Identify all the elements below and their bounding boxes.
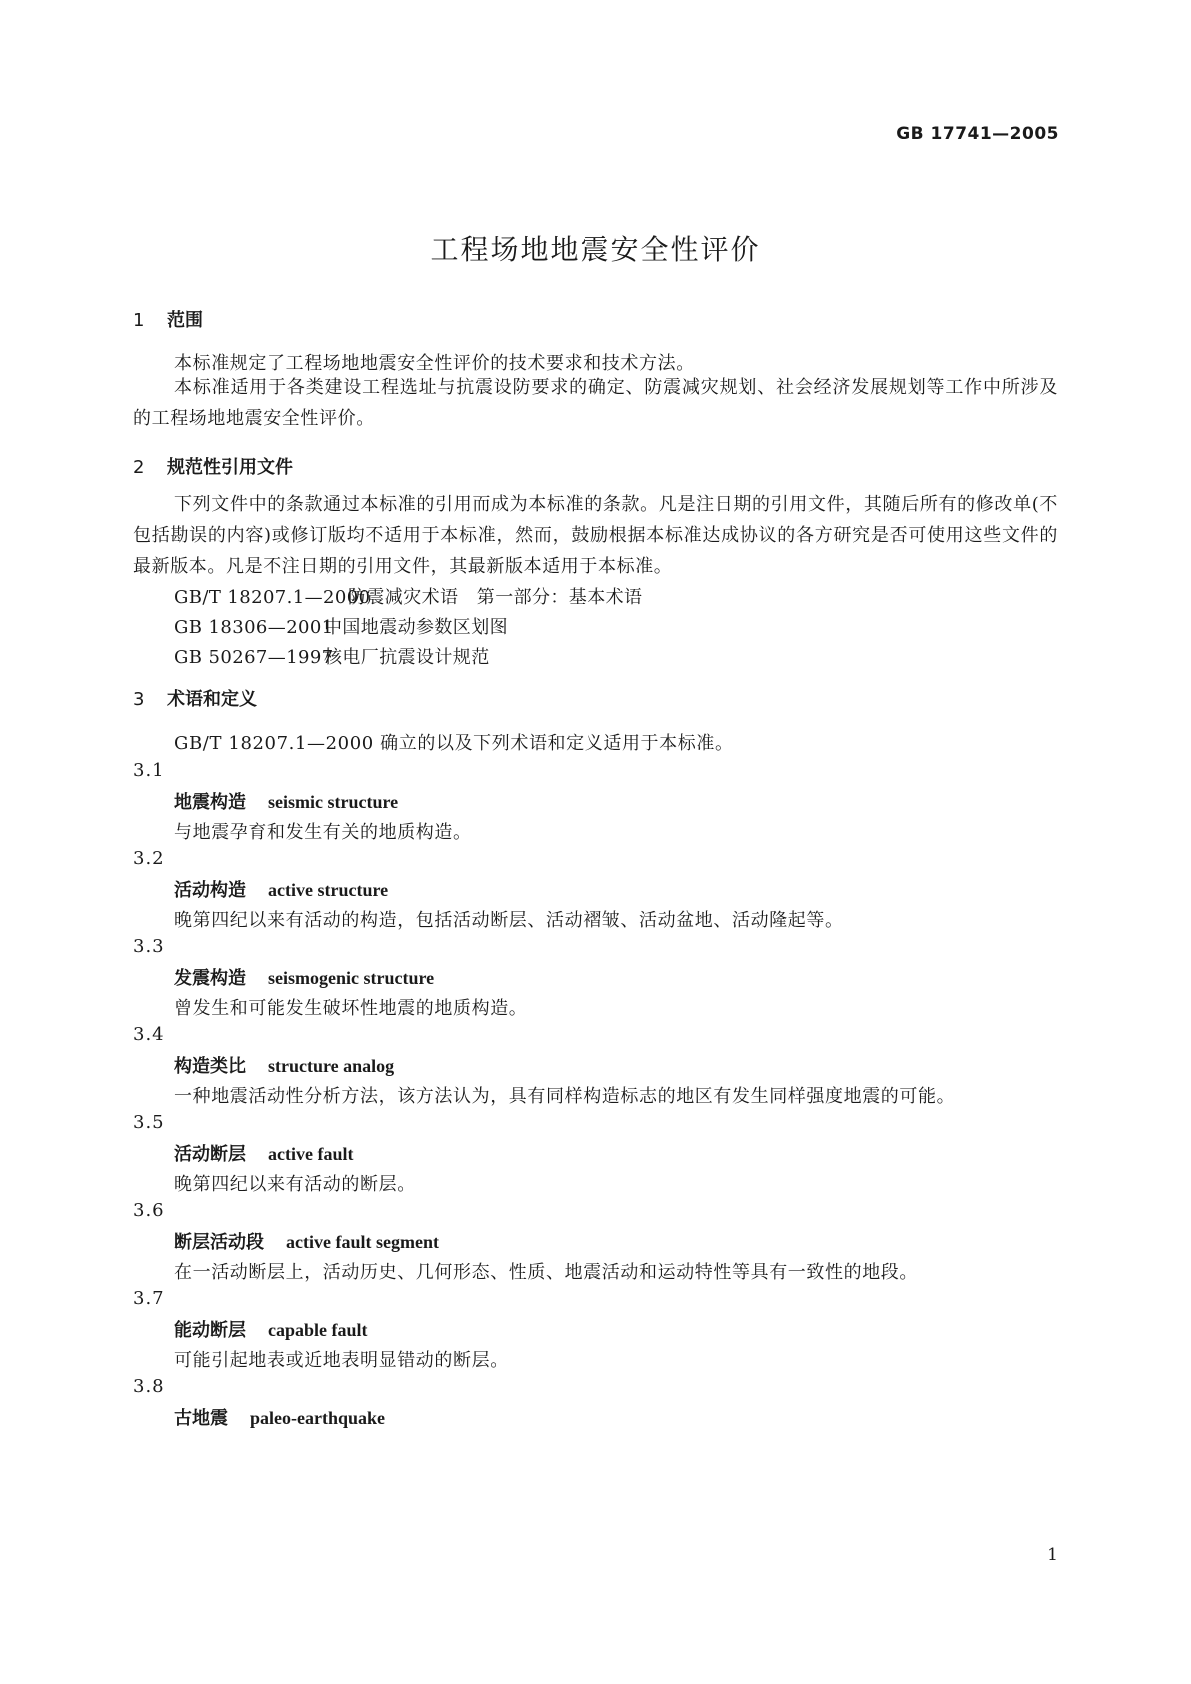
term-en: active structure	[268, 880, 389, 900]
page-number: 1	[1047, 1545, 1058, 1565]
section-number: 3	[133, 689, 145, 710]
term-heading	[174, 1052, 394, 1078]
term-definition: 晚第四纪以来有活动的构造，包括活动断层、活动褶皱、活动盆地、活动隆起等。	[174, 910, 844, 931]
term-zh: 地震构造	[174, 792, 246, 813]
reference-code: GB 18306—2001	[174, 617, 334, 638]
clause-number: 3.7	[133, 1288, 165, 1309]
reference-name: 核电厂抗震设计规范	[324, 647, 490, 668]
reference-code: GB/T 18207.1—2000	[174, 587, 371, 608]
reference-name: 中国地震动参数区划图	[324, 617, 508, 638]
document-title: 工程场地地震安全性评价	[430, 233, 761, 266]
term-zh: 发震构造	[174, 968, 246, 989]
term-en: seismogenic structure	[268, 968, 435, 988]
reference-code: GB 50267—1997	[174, 647, 334, 668]
section-number: 2	[133, 457, 145, 478]
section-2-heading	[133, 453, 293, 479]
reference-item	[174, 613, 508, 639]
term-en: seismic structure	[268, 792, 399, 812]
term-zh: 断层活动段	[174, 1232, 264, 1253]
term-zh: 古地震	[174, 1408, 228, 1429]
term-definition: 在一活动断层上，活动历史、几何形态、性质、地震活动和运动特性等具有一致性的地段。	[174, 1262, 918, 1283]
term-en: active fault	[268, 1144, 354, 1164]
reference-item	[174, 643, 490, 669]
term-heading	[174, 1228, 439, 1254]
term-en: active fault segment	[286, 1232, 439, 1252]
clause-number: 3.8	[133, 1376, 165, 1397]
term-zh: 活动断层	[174, 1144, 246, 1165]
section-title: 规范性引用文件	[167, 457, 293, 478]
paragraph: 下列文件中的条款通过本标准的引用而成为本标准的条款。凡是注日期的引用文件，其随后所有的修改单(不包括勘误的内容)或修订版均不适用于本标准，然而，鼓励根据本标准达成协议的各方研究是否可使用这些文件的最新版本。凡是不注日期的引用文件，其最新版本适用于本标准。	[133, 494, 1058, 577]
term-heading	[174, 1404, 385, 1430]
clause-number: 3.2	[133, 848, 165, 869]
reference-name: 防震减灾术语 第一部分：基本术语	[348, 587, 643, 608]
clause-number: 3.1	[133, 760, 165, 781]
clause-number: 3.5	[133, 1112, 165, 1133]
term-heading	[174, 1316, 368, 1342]
paragraph: GB/T 18207.1—2000 确立的以及下列术语和定义适用于本标准。	[174, 733, 734, 754]
term-zh: 能动断层	[174, 1320, 246, 1341]
term-en: capable fault	[268, 1320, 368, 1340]
section-number: 1	[133, 310, 145, 331]
clause-number: 3.6	[133, 1200, 165, 1221]
term-heading	[174, 876, 388, 902]
clause-number: 3.3	[133, 936, 165, 957]
term-heading	[174, 1140, 353, 1166]
term-definition: 一种地震活动性分析方法，该方法认为，具有同样构造标志的地区有发生同样强度地震的可能。	[174, 1086, 956, 1107]
term-heading	[174, 964, 434, 990]
term-zh: 构造类比	[174, 1056, 246, 1077]
term-definition: 与地震孕育和发生有关的地质构造。	[174, 822, 472, 843]
section-title: 术语和定义	[167, 689, 257, 710]
section-title: 范围	[167, 310, 203, 331]
term-definition: 曾发生和可能发生破坏性地震的地质构造。	[174, 998, 528, 1019]
clause-number: 3.4	[133, 1024, 165, 1045]
term-definition: 可能引起地表或近地表明显错动的断层。	[174, 1350, 509, 1371]
reference-item	[174, 583, 642, 609]
section-3-heading	[133, 685, 257, 711]
term-en: paleo-earthquake	[250, 1408, 385, 1428]
term-en: structure analog	[268, 1056, 395, 1076]
term-definition: 晚第四纪以来有活动的断层。	[174, 1174, 416, 1195]
paragraph: 本标准规定了工程场地地震安全性评价的技术要求和技术方法。	[174, 353, 695, 374]
standard-number: GB 17741—2005	[896, 124, 1059, 144]
section-1-heading	[133, 306, 203, 332]
term-zh: 活动构造	[174, 880, 246, 901]
term-heading	[174, 788, 398, 814]
paragraph: 本标准适用于各类建设工程选址与抗震设防要求的确定、防震减灾规划、社会经济发展规划等工作中所涉及的工程场地地震安全性评价。	[133, 377, 1058, 429]
